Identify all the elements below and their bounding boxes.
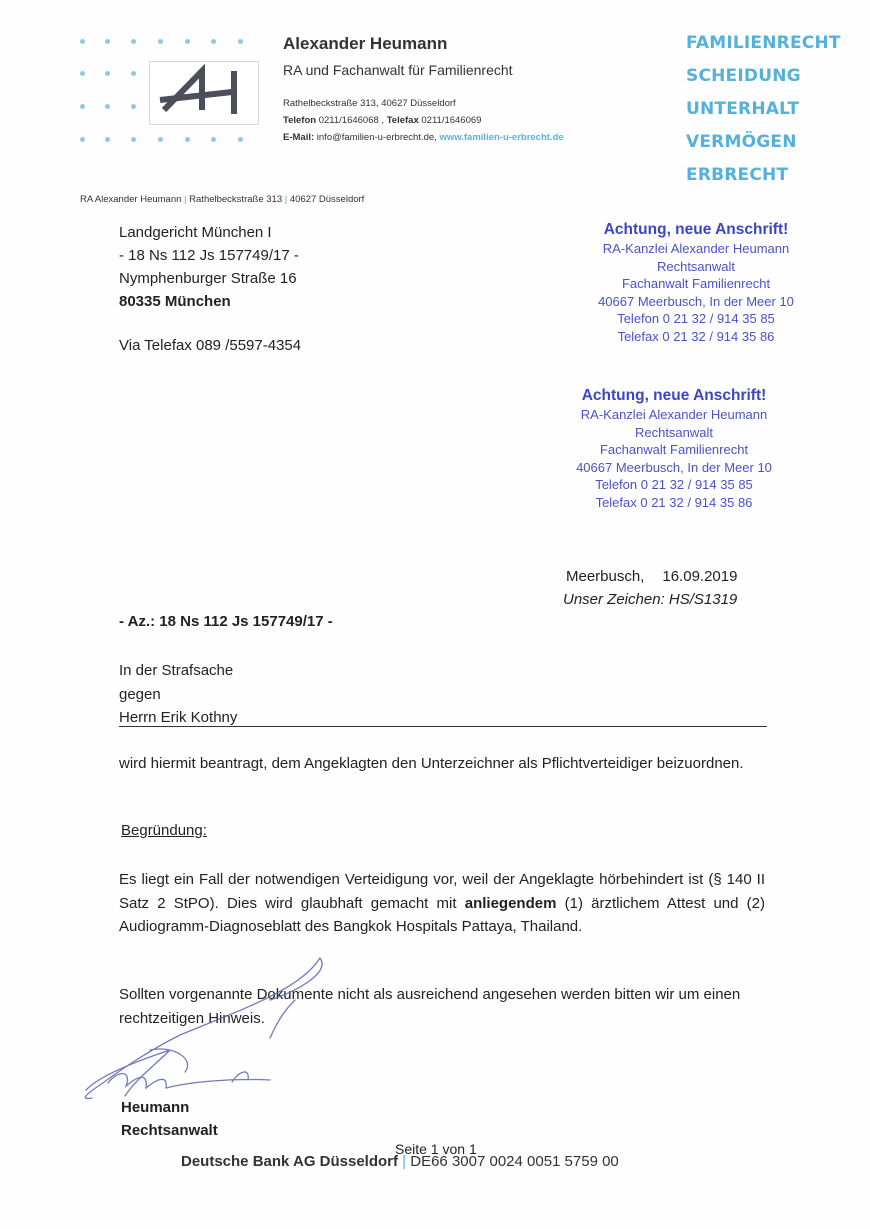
stamp-line: Telefax 0 21 32 / 914 35 86 (617, 328, 775, 344)
separator: | (402, 1153, 407, 1170)
bank-name: Deutsche Bank AG Düsseldorf (181, 1153, 398, 1170)
practice-area: SCHEIDUNG (686, 66, 801, 86)
separator: | (284, 194, 288, 205)
defendant-name: Herrn Erik Kothny (119, 709, 238, 726)
sender-name: RA Alexander Heumann (80, 194, 182, 205)
website-link[interactable]: www.familien-u-erbrecht.de (439, 132, 564, 143)
email-label: E-Mail: (283, 132, 315, 143)
signature-name: Heumann (121, 1099, 190, 1116)
stamp-line: Rechtsanwalt (656, 258, 736, 274)
phone-number: 0211/1646068 (318, 115, 379, 126)
phone-label: Telefon (283, 115, 317, 126)
recipient-street: Nymphenburger Straße 16 (119, 270, 297, 287)
letterhead-address: Rathelbeckstraße 313, 40627 Düsseldorf (283, 98, 456, 109)
case-line: In der Strafsache (119, 662, 234, 679)
stamp-line: 40667 Meerbusch, In der Meer 10 (576, 459, 772, 475)
recipient-case-ref: - 18 Ns 112 Js 157749/17 - (119, 247, 299, 264)
sender-city: 40627 Düsseldorf (289, 194, 365, 205)
letter-date: 16.09.2019 (662, 568, 738, 585)
reason-text: Es liegt ein Fall der notwendigen Verteidigung vor, weil der Angeklagte hörbehindert ist (§ 140 II Satz 2 StPO). Dies wird glaubhaft gemacht mit (119, 871, 765, 912)
sender-street: Rathelbeckstraße 313 (189, 194, 283, 205)
delivery-method: Via Telefax 089 /5597-4354 (119, 337, 302, 354)
lawyer-title: RA und Fachanwalt für Familienrecht (283, 62, 513, 78)
letterhead-phone: Telefon 0211/1646068 , Telefax 0211/1646069 (283, 115, 482, 126)
fax-number: 0211/1646069 (421, 115, 482, 126)
email-address[interactable]: info@familien-u-erbrecht.de, (316, 132, 437, 143)
practice-area: FAMILIENRECHT (686, 33, 841, 53)
recipient-city: 80335 München (119, 293, 231, 310)
place: Meerbusch, (566, 568, 645, 585)
our-reference: Unser Zeichen: HS/S1319 (563, 591, 738, 608)
stamp-line: Telefon 0 21 32 / 914 35 85 (617, 311, 775, 326)
reason-text: (1) ärztlichem Attest und (2) Audiogramm-Diagnoseblatt des Bangkok Hospitals Pattaya, Thailand. (119, 894, 766, 935)
bank-details (181, 1153, 619, 1170)
case-line: gegen (119, 685, 161, 703)
recipient-court: Landgericht München I (119, 224, 272, 241)
request-paragraph: wird hiermit beantragt, dem Angeklagten den Unterzeichner als Pflichtverteidiger beizuordnen. (119, 755, 744, 772)
stamp-line: RA-Kanzlei Alexander Heumann (580, 407, 768, 422)
stamp-line: Fachanwalt Familienrecht (599, 442, 749, 457)
stamp-line: 40667 Meerbusch, In der Meer 10 (598, 293, 794, 309)
page-number: Seite 1 von 1 (395, 1141, 477, 1157)
file-reference: - Az.: 18 Ns 112 Js 157749/17 - (119, 613, 333, 630)
practice-area: VERMÖGEN (686, 132, 797, 152)
reason-bold-text: anliegendem (464, 894, 557, 912)
signature-role: Rechtsanwalt (121, 1122, 218, 1139)
stamp-title: Achtung, neue Anschrift! (603, 221, 789, 238)
iban: DE66 3007 0024 0051 5759 00 (410, 1153, 619, 1170)
stamp-line: RA-Kanzlei Alexander Heumann (602, 241, 790, 256)
stamp-title: Achtung, neue Anschrift! (581, 387, 767, 404)
separator: | (184, 194, 187, 205)
lawyer-name: Alexander Heumann (283, 34, 448, 53)
reason-heading: Begründung: (121, 822, 207, 839)
closing-paragraph: Sollten vorgenannte Dokumente nicht als ausreichend angesehen werden bitten wir um einen rechtzeitigen Hinweis. (119, 986, 741, 1027)
stamp-line: Telefax 0 21 32 / 914 35 86 (595, 494, 753, 510)
practice-area: UNTERHALT (686, 99, 800, 119)
stamp-line: Rechtsanwalt (634, 424, 714, 440)
practice-area: ERBRECHT (686, 165, 789, 185)
stamp-line: Telefon 0 21 32 / 914 35 85 (595, 477, 753, 492)
fax-label: Telefax (386, 115, 419, 126)
stamp-line: Fachanwalt Familienrecht (621, 276, 771, 291)
